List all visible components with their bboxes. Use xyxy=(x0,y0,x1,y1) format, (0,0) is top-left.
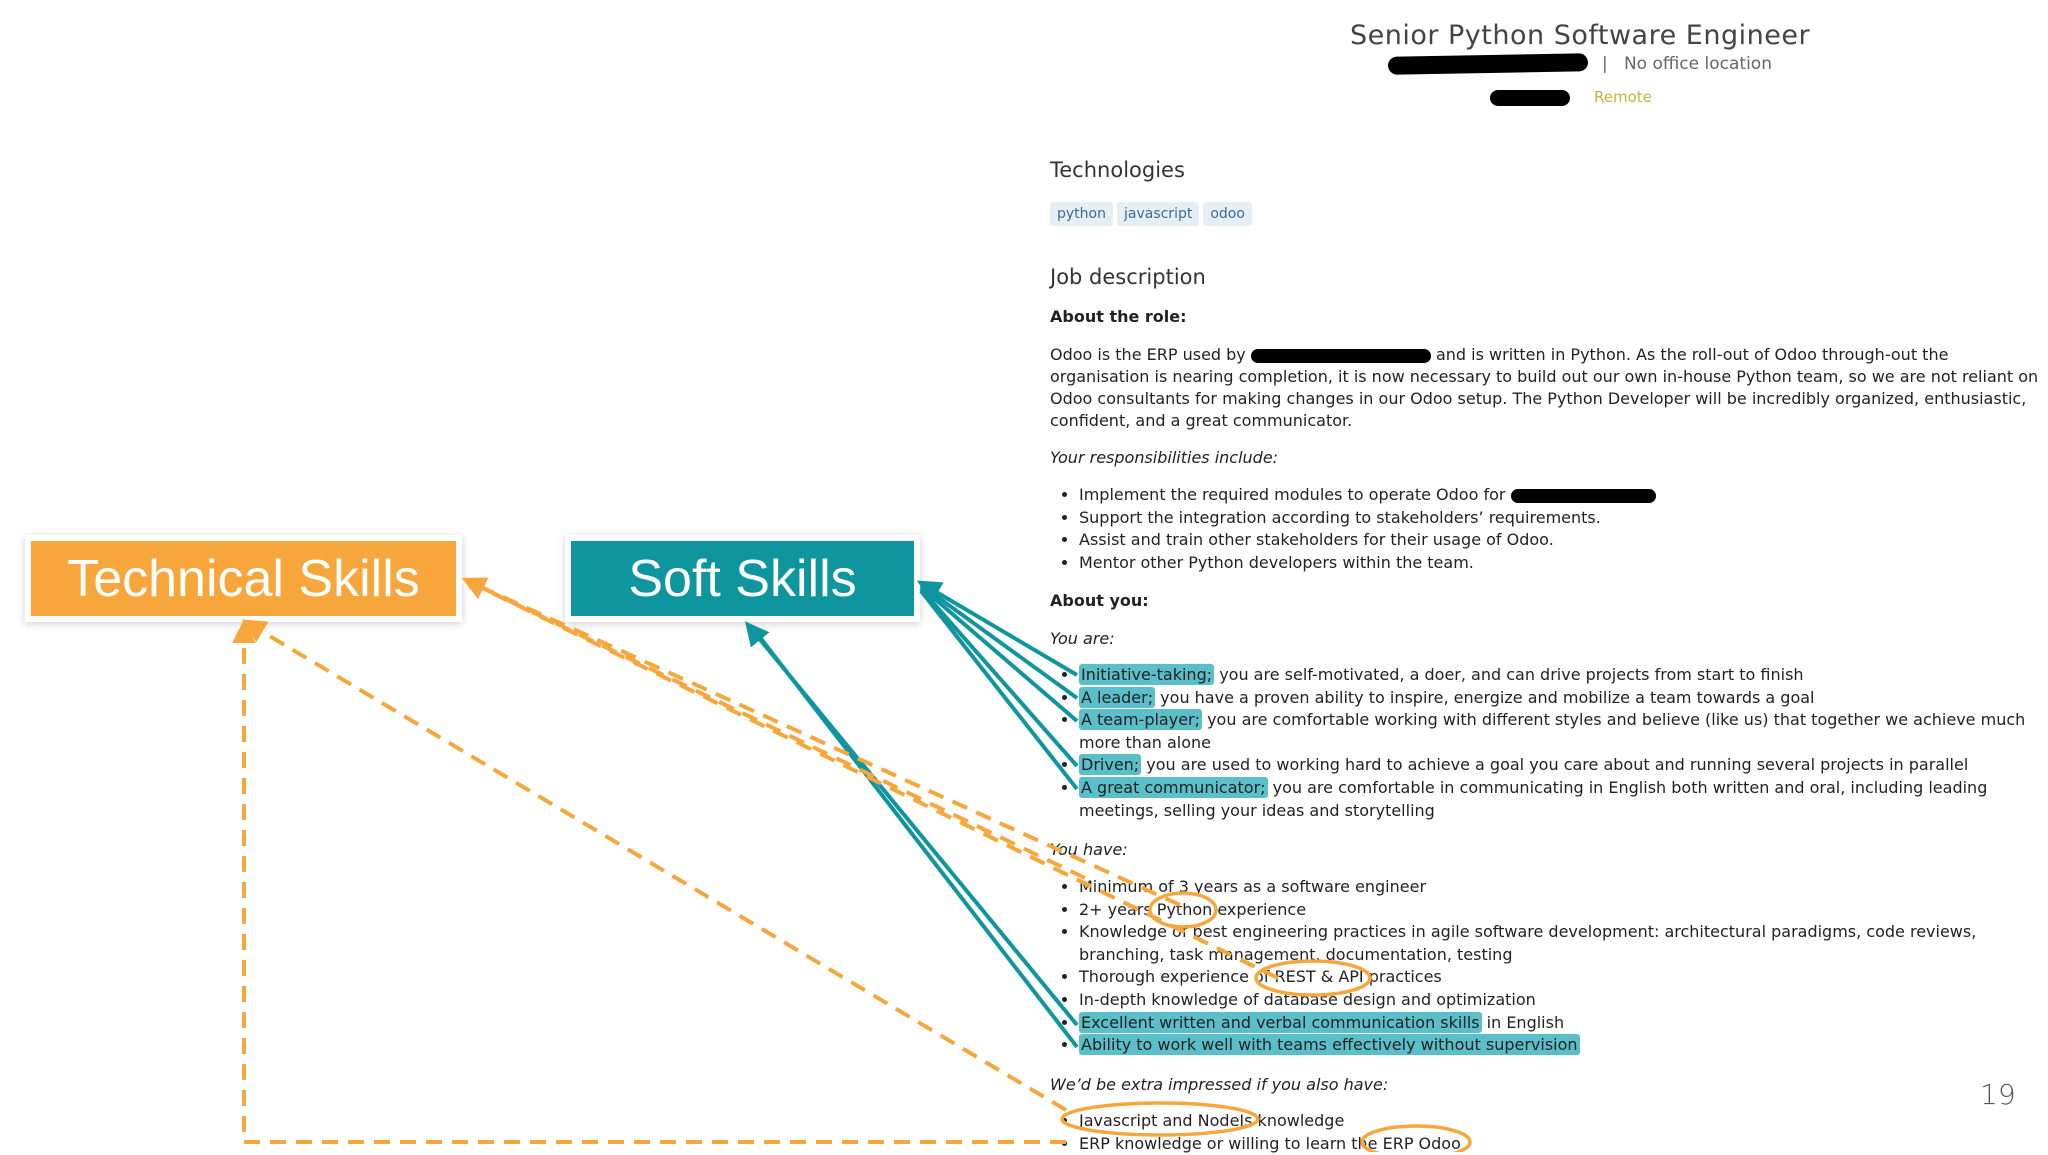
technical-skills-box: Technical Skills xyxy=(31,541,456,616)
intro-line3: Odoo consultants for making changes in our Odoo setup. The Python Developer will be incredibly organized, enthusiastic, xyxy=(1050,389,2027,408)
intro-line2: organisation is nearing completion, it is now necessary to build out our own in-house Python team, so we are not reliant on xyxy=(1050,367,2039,386)
redacted-company-inline xyxy=(1511,489,1656,503)
list-item: • Assist and train other stakeholders for their usage of Odoo. xyxy=(1079,529,2048,552)
list-item xyxy=(1079,754,2048,777)
redacted-company-inline xyxy=(1251,349,1431,363)
list-item-text: you are comfortable in communicating in English both written and oral, including leading meetings, selling your ideas and storytelling xyxy=(1079,777,1988,820)
list-item xyxy=(1079,484,2048,507)
soft-skill-highlight: A leader; xyxy=(1081,687,1154,707)
technical-skill-python: Python xyxy=(1156,899,1213,919)
list-item: • In-depth knowledge of database design and optimization xyxy=(1079,989,2048,1012)
intro-part1: Odoo is the ERP used by xyxy=(1050,345,1246,364)
list-item-text: you are self-motivated, a doer, and can drive projects from start to finish xyxy=(1214,665,1804,684)
responsibilities-list xyxy=(1050,484,2048,574)
technical-skill-rest-api: REST & API xyxy=(1274,967,1364,987)
technical-arrow xyxy=(244,624,1066,1142)
list-item xyxy=(1079,664,2048,687)
office-location: No office location xyxy=(1623,54,1772,74)
technologies-title: Technologies xyxy=(1050,158,1185,182)
list-item xyxy=(1079,899,2048,922)
technical-skill-javascript: Javascript and NodeJs xyxy=(1079,1111,1253,1130)
soft-skill-highlight: Initiative-taking; xyxy=(1081,665,1213,684)
remote-label: Remote xyxy=(1594,88,1652,106)
extra-list xyxy=(1050,1110,2048,1155)
you-are-list xyxy=(1050,664,2048,822)
soft-skill-highlight: A great communicator; xyxy=(1081,777,1266,797)
page-number: 19 xyxy=(1980,1078,2016,1111)
soft-skill-highlight: Driven; xyxy=(1081,755,1140,775)
role-intro xyxy=(1050,344,2040,432)
list-item xyxy=(1079,1110,2048,1133)
job-title: Senior Python Software Engineer xyxy=(1349,20,1811,51)
list-item-text: 2+ years xyxy=(1079,899,1157,919)
list-item-text: in English xyxy=(1481,1012,1565,1032)
you-have-label: You have: xyxy=(1050,840,1128,859)
list-item-text: practices xyxy=(1363,967,1442,987)
soft-arrow xyxy=(748,625,1077,1025)
tag-python[interactable]: python xyxy=(1050,202,1113,226)
list-item-text: knowledge xyxy=(1252,1111,1345,1130)
redacted-company xyxy=(1388,53,1588,74)
extra-label: We’d be extra impressed if you also have: xyxy=(1050,1075,1389,1094)
company-line xyxy=(1388,54,1772,74)
technical-skill-erp-odoo: ERP Odoo xyxy=(1382,1133,1461,1153)
soft-skill-highlight: Excellent written and verbal communication skills xyxy=(1081,1012,1480,1032)
about-role-label: About the role: xyxy=(1050,307,1187,326)
list-item xyxy=(1079,709,2048,754)
technical-arrow xyxy=(466,580,1085,878)
list-item xyxy=(1079,687,2048,710)
soft-skills-box: Soft Skills xyxy=(571,541,914,616)
list-item: • Minimum of 3 years as a software engineer xyxy=(1079,876,2048,899)
separator: | xyxy=(1602,54,1608,74)
responsibility-1: Implement the required modules to operate Odoo for xyxy=(1079,485,1506,504)
list-item-text: Thorough experience of xyxy=(1079,967,1275,987)
soft-skill-highlight: A team-player; xyxy=(1081,710,1200,730)
list-item: • Knowledge of best engineering practices in agile software development: architectural paradigms, code reviews, branching, task management, documentation, testing xyxy=(1079,921,2048,966)
soft-arrow xyxy=(752,627,1077,1047)
about-you-label: About you: xyxy=(1050,591,1149,610)
soft-skill-highlight: Ability to work well with teams effectively without supervision xyxy=(1081,1035,1578,1055)
list-item: • Support the integration according to stakeholders’ requirements. xyxy=(1079,507,2048,530)
redacted-location xyxy=(1490,90,1570,106)
technology-tags xyxy=(1050,202,1252,226)
intro-part2: and is written in Python. As the roll-out of Odoo through-out the xyxy=(1435,345,1949,364)
tag-odoo[interactable]: odoo xyxy=(1203,202,1252,226)
list-item: • Mentor other Python developers within the team. xyxy=(1079,552,2048,575)
list-item xyxy=(1079,777,2048,822)
responsibilities-label: Your responsibilities include: xyxy=(1050,448,1279,467)
list-item xyxy=(1079,966,2048,989)
intro-line4: confident, and a great communicator. xyxy=(1050,411,1353,430)
location-line xyxy=(1490,88,1652,106)
list-item-text: you are used to working hard to achieve a goal you care about and running several projects in parallel xyxy=(1141,755,1969,775)
job-description-title: Job description xyxy=(1050,265,1206,289)
tag-javascript[interactable]: javascript xyxy=(1117,202,1199,226)
list-item-text: you are comfortable working with different styles and believe (like us) that together we achieve much more than alone xyxy=(1079,710,2026,752)
list-item xyxy=(1079,1012,2048,1035)
you-are-label: You are: xyxy=(1050,629,1115,648)
technical-arrow xyxy=(246,622,1066,1110)
list-item-text: ERP knowledge or willing to learn the xyxy=(1079,1133,1383,1153)
list-item-text: experience xyxy=(1212,899,1307,919)
list-item xyxy=(1079,1034,2048,1057)
list-item-text: you have a proven ability to inspire, energize and mobilize a team towards a goal xyxy=(1155,687,1815,707)
you-have-list xyxy=(1050,876,2048,1057)
